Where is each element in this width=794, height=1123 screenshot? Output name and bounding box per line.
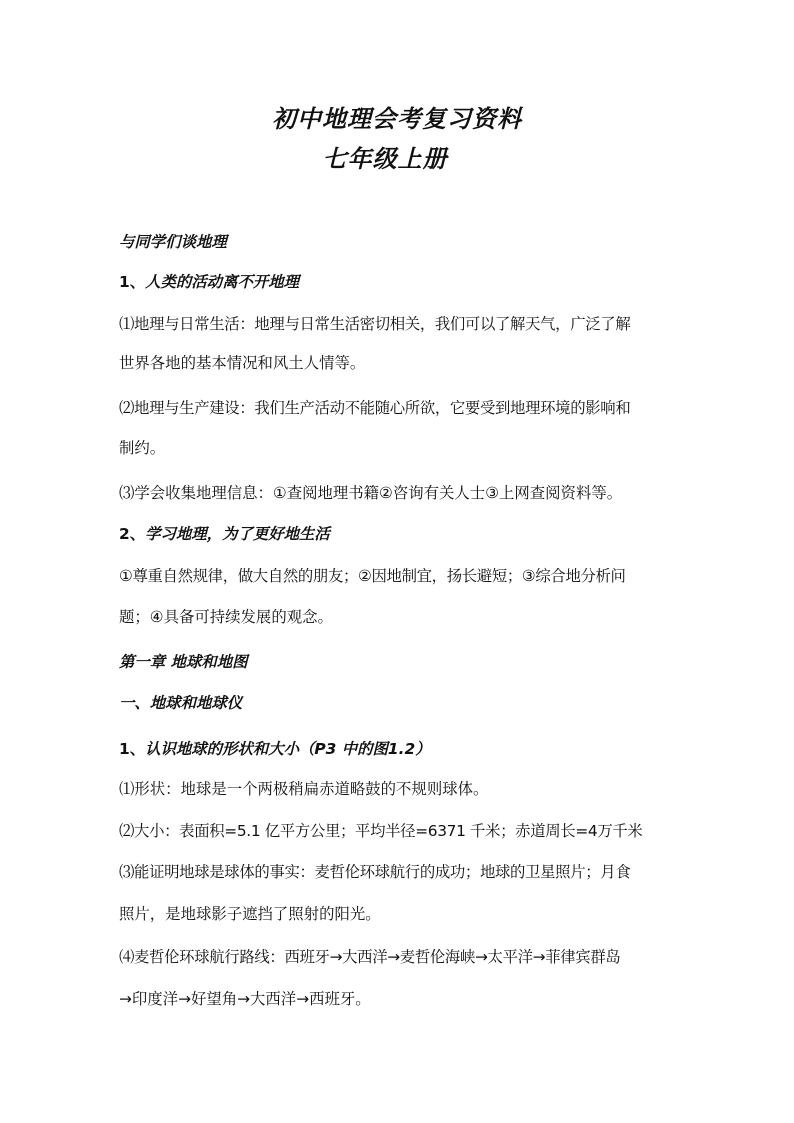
paragraph-line: ⑴地理与日常生活：地理与日常生活密切相关，我们可以了解天气，广泛了解 (119, 315, 631, 333)
heading-text: 第一章 地球和地图 (119, 653, 248, 671)
heading-text: 学习地理，为了更好地生活 (145, 525, 330, 543)
subsection-heading-2 (119, 523, 679, 545)
heading-text: 人类的活动离不开地理 (145, 273, 300, 291)
heading-text: 认识地球的形状和大小（P3 中的图1.2） (145, 740, 431, 758)
heading-text: 与同学们谈地理 (119, 233, 227, 251)
paragraph-line: 世界各地的基本情况和风土人情等。 (119, 354, 366, 372)
section-heading-talk-geography (119, 231, 679, 253)
paragraph-line: ⑴形状：地球是一个两极稍扁赤道略鼓的不规则球体。 (119, 780, 489, 798)
heading-number: 2、 (119, 525, 146, 543)
paragraph-line: ⑷麦哲伦环球航行路线：西班牙→大西洋→麦哲伦海峡→太平洋→菲律宾群岛 (119, 948, 621, 966)
heading-number: 1、 (119, 740, 146, 758)
chapter-heading (119, 651, 679, 673)
paragraph-line: 制约。 (119, 439, 166, 457)
paragraph-line: →印度洋→好望角→大西洋→西班牙。 (119, 990, 371, 1008)
heading-text: 一、地球和地球仪 (119, 694, 243, 712)
heading-number: 1、 (119, 273, 146, 291)
paragraph-line: ①尊重自然规律，做大自然的朋友；②因地制宜，扬长避短；③综合地分析问 (119, 567, 626, 585)
paragraph-line: ⑵大小：表面积=5.1 亿平方公里；平均半径=6371 千米；赤道周长=4万千米 (119, 822, 643, 840)
document-subtitle: 七年级上册 (322, 145, 448, 173)
paragraph-line: ⑶能证明地球是球体的事实：麦哲伦环球航行的成功；地球的卫星照片；月食 (119, 863, 631, 881)
subsection-heading-earth-shape (119, 738, 679, 760)
section-heading-earth-globe (119, 692, 679, 714)
document-title: 初中地理会考复习资料 (272, 105, 522, 133)
paragraph-line: 题；④具备可持续发展的观念。 (119, 608, 333, 626)
paragraph-line: ⑵地理与生产建设：我们生产活动不能随心所欲，它要受到地理环境的影响和 (119, 399, 631, 417)
paragraph-line: 照片，是地球影子遮挡了照射的阳光。 (119, 905, 381, 923)
subsection-heading-1 (119, 271, 679, 293)
paragraph-line: ⑶学会收集地理信息：①查阅地理书籍②咨询有关人士③上网查阅资料等。 (119, 484, 623, 502)
